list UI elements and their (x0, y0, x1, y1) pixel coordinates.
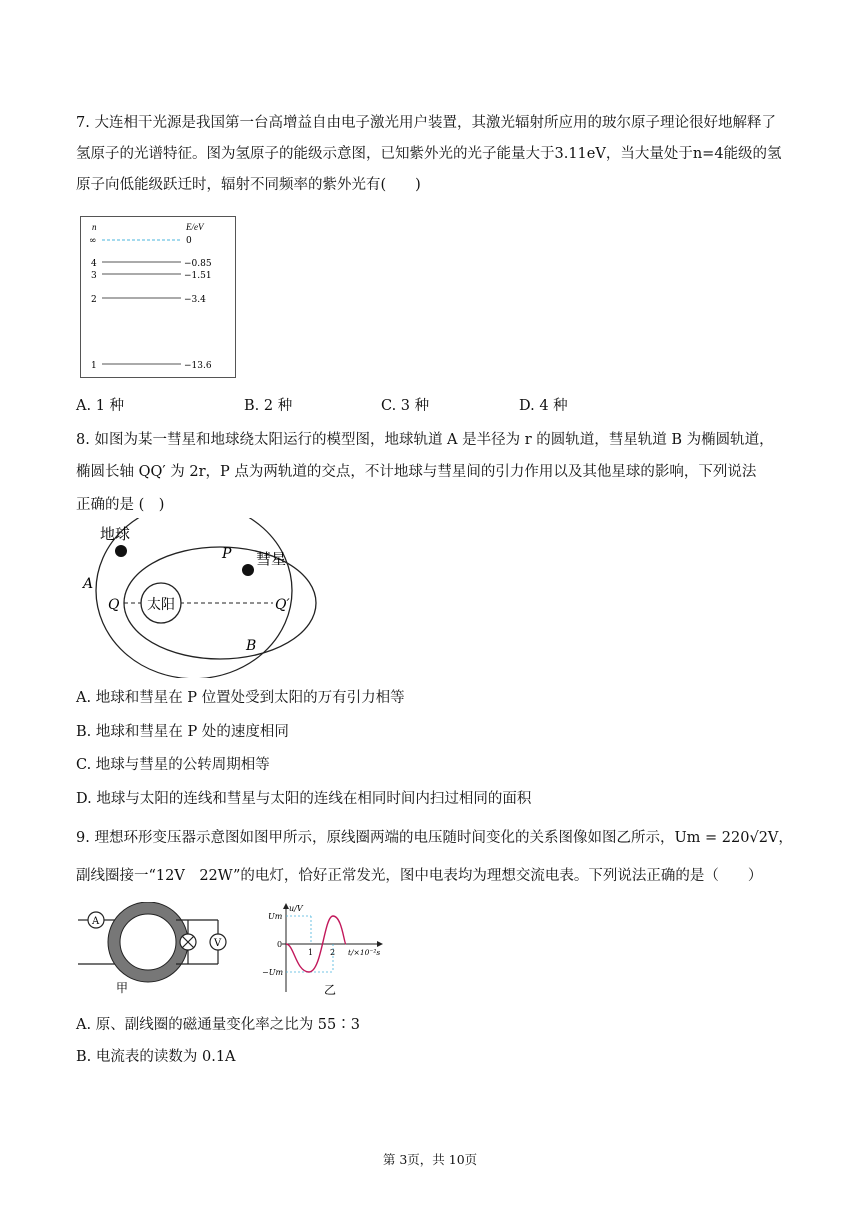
transformer-figure-jia (78, 902, 238, 996)
voltmeter-label: V (214, 938, 222, 949)
q8-option-a: A. 地球和彗星在 P 位置处受到太阳的万有引力相等 (76, 690, 405, 706)
q7-option-d: D. 4 种 (519, 398, 568, 414)
question-8-line-2: 椭圆长轴 QQ′ 为 2r，P 点为两轨道的交点，不计地球与彗星间的引力作用以及其他星球的影响，下列说法 (76, 464, 757, 480)
q9-option-b: B. 电流表的读数为 0.1A (76, 1049, 236, 1065)
level-e-1: −13.6 (184, 361, 212, 371)
question-7-stem: 7. 大连相干光源是我国第一台高增益自由电子激光用户装置，其激光辐射所应用的玻尔原子理论很好地解释了氢原子的光谱特征。图为氢原子的能级示意图，已知紫外光的光子能量大于3.11eV，当大量处于n=4能级的氢原子向低能级跃迁时，辐射不同频率的紫外光有( ) (76, 115, 782, 193)
figure-yi-caption: 乙 (324, 983, 337, 997)
photon-energy-value: 3.11eV (554, 146, 606, 162)
tick-2-label: 2 (330, 948, 336, 957)
n-equals: n=4 (692, 146, 724, 162)
q8-option-d: D. 地球与太阳的连线和彗星与太阳的连线在相同时间内扫过相同的面积 (76, 791, 532, 807)
level-n-3: 3 (91, 271, 97, 281)
q8-option-b: B. 地球和彗星在 P 处的速度相同 (76, 724, 289, 740)
level-e-2: −3.4 (184, 295, 206, 305)
tick-1-label: 1 (308, 948, 314, 957)
q7-option-a: A. 1 种 (76, 398, 125, 414)
energy-level-diagram (80, 216, 236, 378)
question-8-line-3: 正确的是 ( ) (76, 497, 165, 513)
point-p-label: P (222, 546, 232, 562)
level-e-inf: 0 (186, 236, 192, 246)
orbit-b-label: B (246, 638, 257, 654)
q9-option-a: A. 原、副线圈的磁通量变化率之比为 55∶3 (76, 1017, 360, 1033)
orbit-diagram (78, 518, 318, 678)
level-n-inf: ∞ (89, 236, 97, 246)
voltage-graph-yi (262, 900, 392, 1000)
page-footer: 第 3页，共 10页 (382, 1152, 478, 1167)
level-e-3: −1.51 (184, 271, 212, 281)
question-8-line-1: 8. 如图为某一彗星和地球绕太阳运行的模型图，地球轨道 A 是半径为 r 的圆轨道，彗星轨道 B 为椭圆轨道， (76, 432, 774, 448)
point-q-label: Q (108, 597, 120, 613)
level-n-1: 1 (91, 361, 97, 371)
orbit-a-label: A (83, 576, 94, 592)
toroidal-core (114, 908, 182, 976)
level-e-4: −0.85 (184, 259, 212, 269)
point-q-prime-label: Q′ (275, 597, 290, 613)
origin-label: 0 (277, 940, 283, 949)
comet-dot (242, 564, 254, 576)
x-axis-label: t/×10⁻²s (348, 948, 381, 957)
question-9-line-1: 9. 理想环形变压器示意图如图甲所示，原线圈两端的电压随时间变化的关系图像如图乙所示，Um = 220√2V， (76, 830, 793, 846)
earth-dot (115, 545, 127, 557)
n-axis-label: n (92, 222, 97, 232)
y-axis-label: u/V (289, 904, 303, 913)
figure-jia-caption: 甲 (116, 981, 129, 995)
sun-label: 太阳 (147, 597, 175, 613)
comet-label: 彗星 (256, 550, 287, 568)
um-equation: Um = 220√2V， (674, 830, 793, 846)
level-n-2: 2 (91, 295, 97, 305)
energy-axis-label: E/eV (186, 222, 204, 232)
q7-option-c: C. 3 种 (381, 398, 430, 414)
level-n-4: 4 (91, 259, 97, 269)
um-label: Um (268, 912, 283, 921)
earth-label: 地球 (100, 525, 131, 543)
ammeter-label: A (92, 916, 100, 927)
neg-um-label: −Um (262, 968, 284, 977)
q7-option-b: B. 2 种 (244, 398, 293, 414)
q8-option-c: C. 地球与彗星的公转周期相等 (76, 757, 270, 773)
question-9-line-2: 副线圈接一“12V 22W”的电灯，恰好正常发光，图中电表均为理想交流电表。下列说法正确的是（ ） (76, 868, 763, 884)
